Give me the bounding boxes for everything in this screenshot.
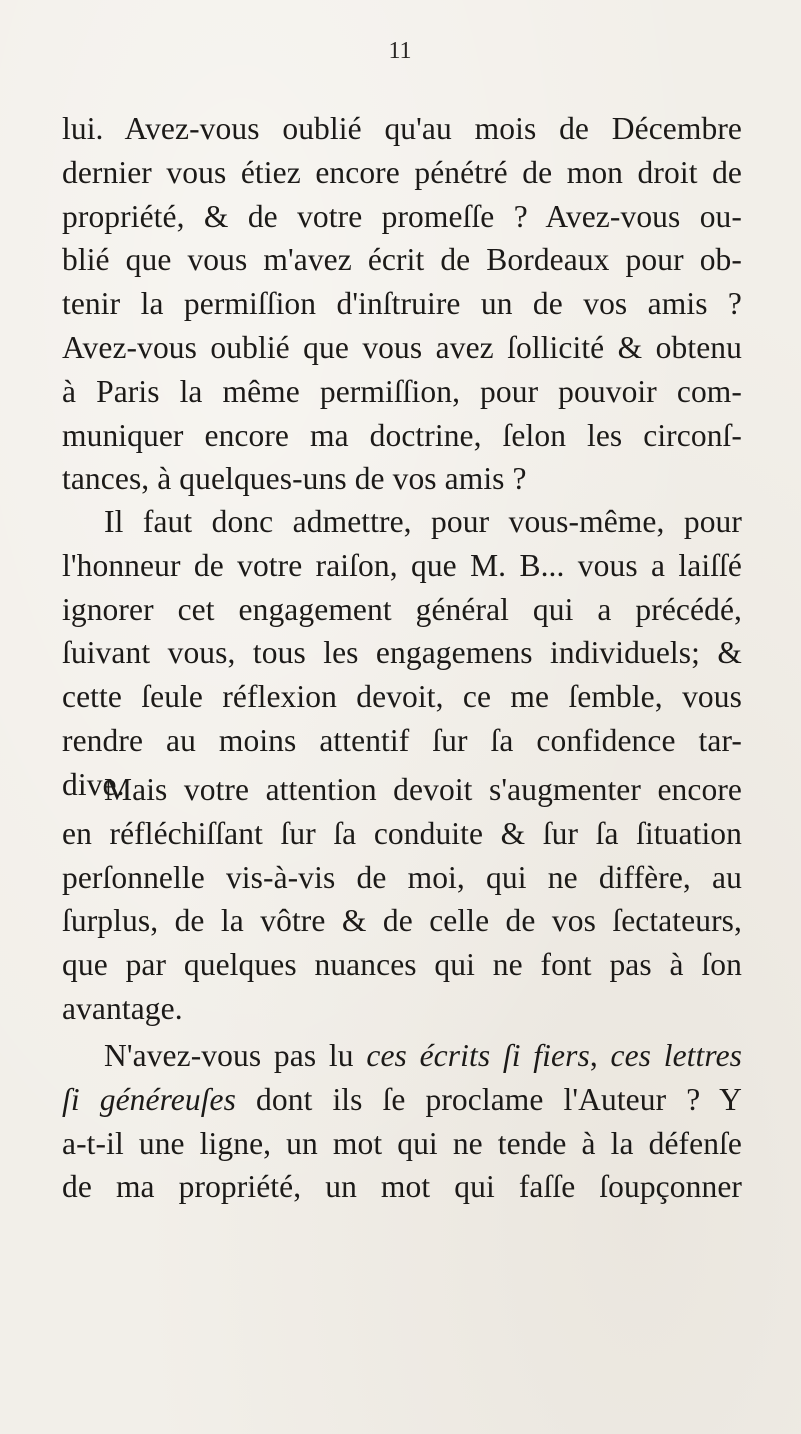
text-line: Il faut donc admettre, pour vous-même, pour <box>104 504 742 539</box>
paragraph-2 <box>62 500 742 807</box>
paragraph-3 <box>62 768 742 1031</box>
text-line: Mais votre attention devoit s'augmenter encore <box>104 772 742 807</box>
text-line: blié que vous m'avez écrit de Bordeaux pour ob- <box>62 242 742 278</box>
text-line: muniquer encore ma doctrine, ſelon les circonſ- <box>62 417 742 453</box>
text-line: dernier vous étiez encore pénétré de mon droit de <box>62 154 742 190</box>
text-line <box>62 1078 742 1122</box>
text-line: lui. Avez-vous oublié qu'au mois de Décembre <box>62 111 742 146</box>
text-line: tances, à quelques-uns de vos amis ? <box>62 461 527 497</box>
text-line: perſonnelle vis-à-vis de moi, qui ne diffère, au <box>62 859 742 895</box>
text-line: ignorer cet engagement général qui a précédé, <box>62 591 742 627</box>
text-line: en réfléchiſſant ſur ſa conduite & ſur ſa ſituation <box>62 815 742 851</box>
italic-title: ces écrits ſi fiers <box>366 1038 590 1073</box>
text-line <box>62 1034 742 1078</box>
text-line: avantage. <box>62 990 183 1026</box>
paragraph-4 <box>62 1034 742 1209</box>
text-line: propriété, & de votre promeſſe ? Avez-vous ou- <box>62 198 742 234</box>
italic-title: ces lettres <box>610 1038 743 1073</box>
text-line: à Paris la même permiſſion, pour pouvoir com- <box>62 373 742 409</box>
text-run: dont ils ſe proclame l'Auteur ? Y <box>236 1081 742 1117</box>
paragraph-1 <box>62 107 742 501</box>
text-line: rendre au moins attentif ſur ſa confidence tar- <box>62 722 742 758</box>
text-line: tenir la permiſſion d'inſtruire un de vos amis ? <box>62 286 742 322</box>
text-line: ſuivant vous, tous les engagemens individuels; & <box>62 635 742 671</box>
text-line: dive. <box>62 766 125 802</box>
text-line: l'honneur de votre raiſon, que M. B... vous a laiſſé <box>62 547 742 583</box>
text-line: Avez-vous oublié que vous avez ſollicité & obtenu <box>62 329 742 365</box>
text-line: de ma propriété, un mot qui faſſe ſoupçonner <box>62 1169 742 1205</box>
text-line: ſurplus, de la vôtre & de celle de vos ſectateurs, <box>62 903 742 939</box>
text-line: cette ſeule réflexion devoit, ce me ſemble, vous <box>62 679 742 715</box>
italic-title: ſi généreuſes <box>62 1081 236 1117</box>
text-run: , <box>589 1038 611 1073</box>
text-line: a-t-il une ligne, un mot qui ne tende à la défenſe <box>62 1125 742 1161</box>
page-number: 11 <box>388 38 412 64</box>
text-run: N'avez-vous pas lu <box>104 1038 367 1073</box>
text-line: que par quelques nuances qui ne font pas à ſon <box>62 947 742 983</box>
